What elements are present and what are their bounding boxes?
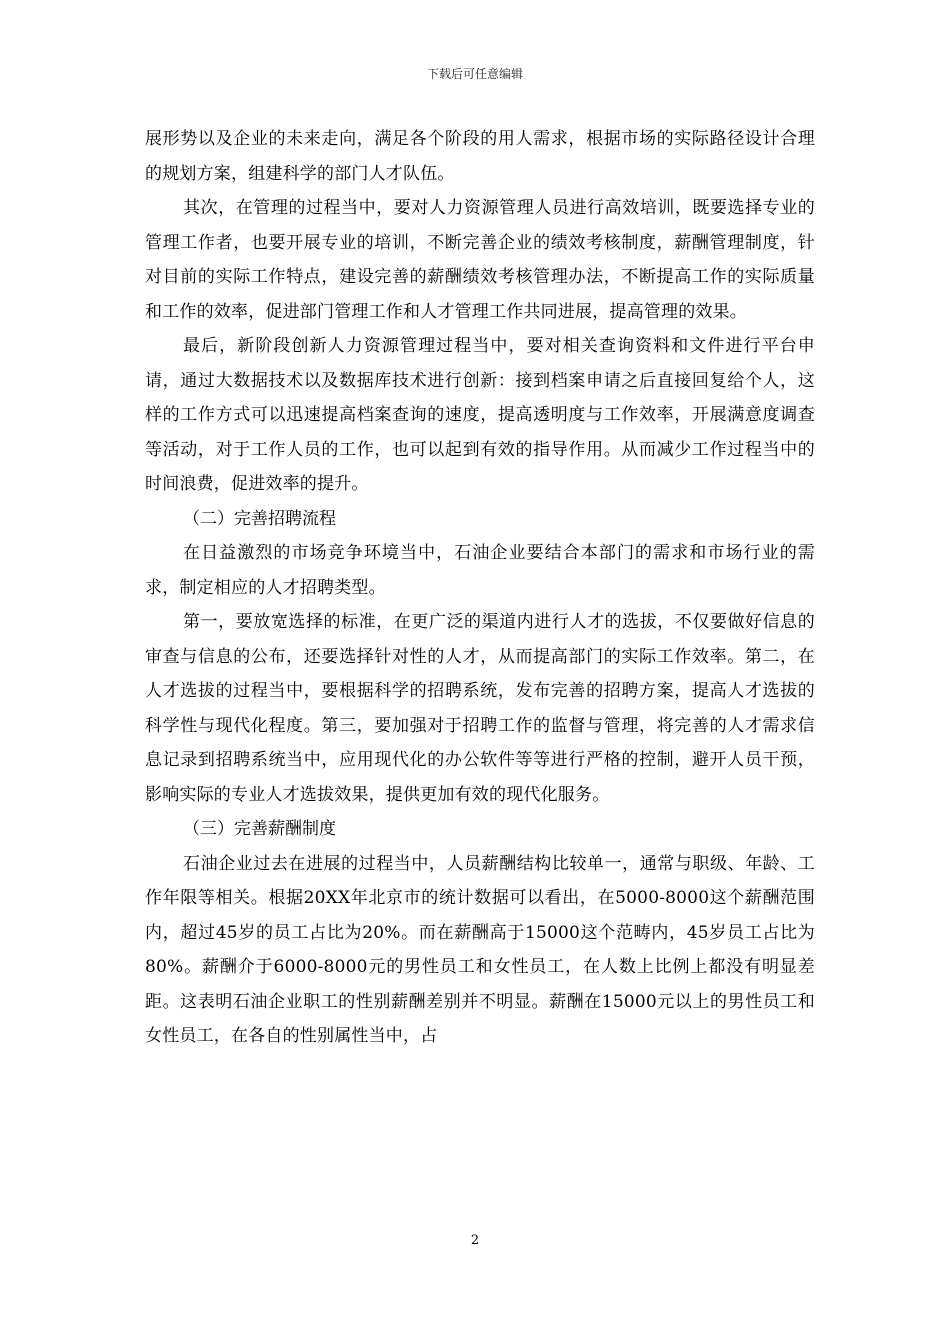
document-body [145, 122, 815, 1054]
paragraph-secondly: 其次，在管理的过程当中，要对人力资源管理人员进行高效培训，既要选择专业的管理工作者，也要开展专业的培训，不断完善企业的绩效考核制度，薪酬管理制度，针对目前的实际工作特点，建设完善的薪酬绩效考核管理办法，不断提高工作的实际质量和工作的效率，促进部门管理工作和人才管理工作共同进展，提高管理的效果。 [145, 198, 815, 322]
paragraph-recruitment-steps: 第一，要放宽选择的标准，在更广泛的渠道内进行人才的选拔，不仅要做好信息的审查与信息的公布，还要选择针对性的人才，从而提高部门的实际工作效率。第二，在人才选拔的过程当中，要根据科学的招聘系统，发布完善的招聘方案，提高人才选拔的科学性与现代化程度。第三，要加强对于招聘工作的监督与管理，将完善的人才需求信息记录到招聘系统当中，应用现代化的办公软件等等进行严格的控制，避开人员干预，影响实际的专业人才选拔效果，提供更加有效的现代化服务。 [145, 612, 815, 805]
page-header: 下载后可任意编辑 [426, 67, 523, 81]
paragraph-continued: 展形势以及企业的未来走向，满足各个阶段的用人需求，根据市场的实际路径设计合理的规划方案，组建科学的部门人才队伍。 [145, 129, 815, 184]
page-number: 2 [470, 1233, 480, 1248]
section-heading-recruitment: （二）完善招聘流程 [183, 508, 336, 529]
section-heading-salary: （三）完善薪酬制度 [183, 819, 336, 839]
paragraph-recruitment-intro: 在日益激烈的市场竞争环境当中，石油企业要结合本部门的需求和市场行业的需求，制定相应的人才招聘类型。 [145, 543, 815, 598]
paragraph-finally: 最后，新阶段创新人力资源管理过程当中，要对相关查询资料和文件进行平台申请，通过大数据技术以及数据库技术进行创新：接到档案申请之后直接回复给个人，这样的工作方式可以迅速提高档案查询的速度，提高透明度与工作效率，开展满意度调查等活动，对于工作人员的工作，也可以起到有效的指导作用。从而减少工作过程当中的时间浪费，促进效率的提升。 [145, 336, 815, 494]
paragraph-salary: 石油企业过去在进展的过程当中，人员薪酬结构比较单一，通常与职级、年龄、工作年限等相关。根据20XX年北京市的统计数据可以看出，在5000-8000这个薪酬范围内，超过45岁的员工占比为20%。而在薪酬高于15000这个范畴内，45岁员工占比为80%。薪酬介于6000-8000元的男性员工和女性员工，在人数上比例上都没有明显差距。这表明石油企业职工的性别薪酬差别并不明显。薪酬在15000元以上的男性员工和女性员工，在各自的性别属性当中，占 [145, 853, 815, 1046]
